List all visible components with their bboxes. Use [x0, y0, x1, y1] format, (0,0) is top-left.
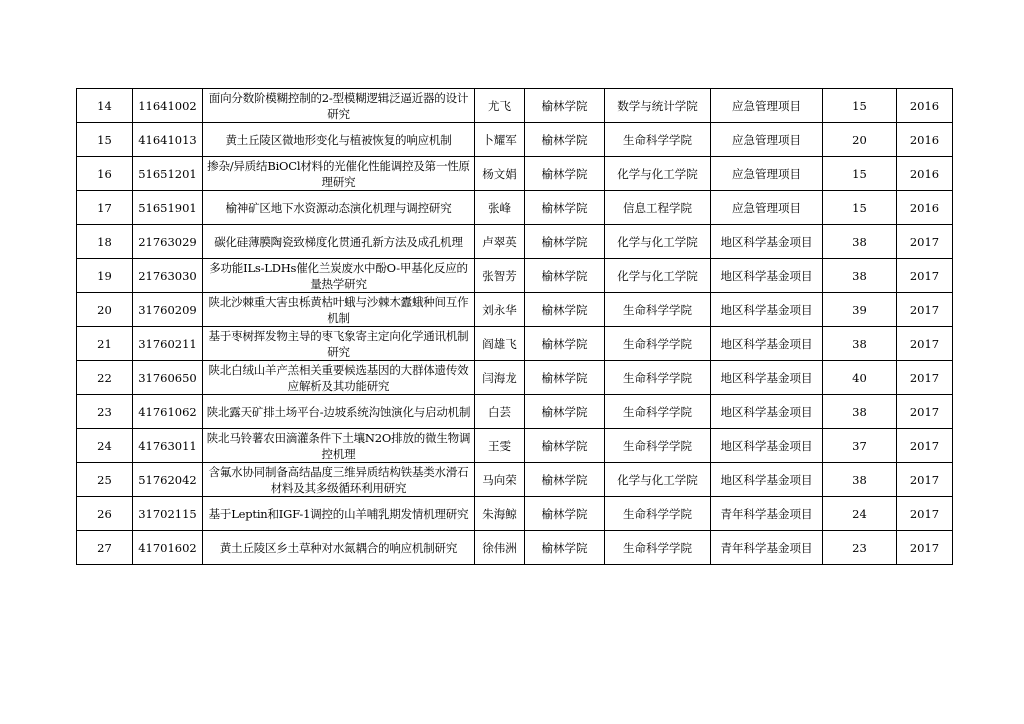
institution: 榆林学院	[525, 123, 605, 157]
project-year: 2017	[897, 327, 953, 361]
institution: 榆林学院	[525, 463, 605, 497]
principal-investigator: 杨文娟	[475, 157, 525, 191]
project-type: 地区科学基金项目	[711, 259, 823, 293]
funding-amount: 38	[823, 463, 897, 497]
project-year: 2017	[897, 361, 953, 395]
row-number: 23	[77, 395, 133, 429]
project-title: 基于枣树挥发物主导的枣飞象寄主定向化学通讯机制研究	[203, 327, 475, 361]
institution: 榆林学院	[525, 429, 605, 463]
projects-table	[76, 88, 953, 565]
institution: 榆林学院	[525, 191, 605, 225]
funding-amount: 38	[823, 395, 897, 429]
row-number: 14	[77, 89, 133, 123]
project-title: 碳化硅薄膜陶瓷致梯度化贯通孔新方法及成孔机理	[203, 225, 475, 259]
college: 生命科学学院	[605, 327, 711, 361]
project-year: 2016	[897, 191, 953, 225]
institution: 榆林学院	[525, 293, 605, 327]
funding-amount: 40	[823, 361, 897, 395]
project-year: 2016	[897, 89, 953, 123]
college: 化学与化工学院	[605, 259, 711, 293]
principal-investigator: 刘永华	[475, 293, 525, 327]
project-type: 应急管理项目	[711, 157, 823, 191]
project-title: 掺杂/异质结BiOCl材料的光催化性能调控及第一性原理研究	[203, 157, 475, 191]
project-year: 2017	[897, 395, 953, 429]
project-code: 41763011	[133, 429, 203, 463]
funding-amount: 38	[823, 327, 897, 361]
project-code: 31760209	[133, 293, 203, 327]
row-number: 27	[77, 531, 133, 565]
project-title: 含氟水协同制备高结晶度三维异质结构铁基类水滑石材料及其多级循环利用研究	[203, 463, 475, 497]
college: 生命科学学院	[605, 497, 711, 531]
institution: 榆林学院	[525, 361, 605, 395]
row-number: 26	[77, 497, 133, 531]
row-number: 22	[77, 361, 133, 395]
row-number: 16	[77, 157, 133, 191]
college: 生命科学学院	[605, 531, 711, 565]
principal-investigator: 王雯	[475, 429, 525, 463]
project-code: 31760650	[133, 361, 203, 395]
principal-investigator: 徐伟洲	[475, 531, 525, 565]
table-row	[77, 157, 953, 191]
row-number: 19	[77, 259, 133, 293]
table-row	[77, 89, 953, 123]
institution: 榆林学院	[525, 157, 605, 191]
project-year: 2017	[897, 429, 953, 463]
funding-amount: 39	[823, 293, 897, 327]
project-title: 榆神矿区地下水资源动态演化机理与调控研究	[203, 191, 475, 225]
funding-amount: 15	[823, 89, 897, 123]
table-row	[77, 429, 953, 463]
project-type: 地区科学基金项目	[711, 429, 823, 463]
college: 生命科学学院	[605, 361, 711, 395]
project-title: 黄土丘陵区微地形变化与植被恢复的响应机制	[203, 123, 475, 157]
row-number: 17	[77, 191, 133, 225]
funding-amount: 23	[823, 531, 897, 565]
project-type: 地区科学基金项目	[711, 463, 823, 497]
principal-investigator: 卢翠英	[475, 225, 525, 259]
college: 生命科学学院	[605, 395, 711, 429]
table-row	[77, 463, 953, 497]
institution: 榆林学院	[525, 259, 605, 293]
project-title: 陕北白绒山羊产羔相关重要候选基因的大群体遗传效应解析及其功能研究	[203, 361, 475, 395]
project-code: 41701602	[133, 531, 203, 565]
college: 化学与化工学院	[605, 157, 711, 191]
project-title: 黄土丘陵区乡土草种对水氮耦合的响应机制研究	[203, 531, 475, 565]
row-number: 25	[77, 463, 133, 497]
college: 化学与化工学院	[605, 463, 711, 497]
college: 数学与统计学院	[605, 89, 711, 123]
principal-investigator: 阎雄飞	[475, 327, 525, 361]
table-row	[77, 191, 953, 225]
table-row	[77, 293, 953, 327]
project-code: 51651901	[133, 191, 203, 225]
principal-investigator: 白芸	[475, 395, 525, 429]
college: 生命科学学院	[605, 123, 711, 157]
project-type: 应急管理项目	[711, 89, 823, 123]
project-code: 31760211	[133, 327, 203, 361]
project-type: 地区科学基金项目	[711, 395, 823, 429]
table-row	[77, 225, 953, 259]
table-row	[77, 259, 953, 293]
institution: 榆林学院	[525, 531, 605, 565]
project-type: 应急管理项目	[711, 191, 823, 225]
project-title: 陕北马铃薯农田滴灌条件下土壤N2O排放的微生物调控机理	[203, 429, 475, 463]
project-code: 51762042	[133, 463, 203, 497]
institution: 榆林学院	[525, 89, 605, 123]
funding-amount: 38	[823, 225, 897, 259]
project-year: 2016	[897, 157, 953, 191]
table-row	[77, 123, 953, 157]
table-row	[77, 531, 953, 565]
funding-amount: 15	[823, 191, 897, 225]
funding-amount: 20	[823, 123, 897, 157]
project-year: 2017	[897, 259, 953, 293]
project-code: 21763030	[133, 259, 203, 293]
row-number: 15	[77, 123, 133, 157]
principal-investigator: 张智芳	[475, 259, 525, 293]
funding-amount: 38	[823, 259, 897, 293]
principal-investigator: 闫海龙	[475, 361, 525, 395]
principal-investigator: 马向荣	[475, 463, 525, 497]
table-row	[77, 497, 953, 531]
project-year: 2017	[897, 497, 953, 531]
funding-amount: 24	[823, 497, 897, 531]
project-code: 31702115	[133, 497, 203, 531]
table-row	[77, 361, 953, 395]
project-code: 41641013	[133, 123, 203, 157]
project-type: 应急管理项目	[711, 123, 823, 157]
project-year: 2017	[897, 463, 953, 497]
project-code: 51651201	[133, 157, 203, 191]
college: 信息工程学院	[605, 191, 711, 225]
project-year: 2017	[897, 531, 953, 565]
college: 化学与化工学院	[605, 225, 711, 259]
project-code: 21763029	[133, 225, 203, 259]
project-code: 41761062	[133, 395, 203, 429]
project-type: 地区科学基金项目	[711, 293, 823, 327]
row-number: 21	[77, 327, 133, 361]
institution: 榆林学院	[525, 395, 605, 429]
project-title: 陕北沙棘重大害虫栎黄枯叶蛾与沙棘木蠹蛾种间互作机制	[203, 293, 475, 327]
project-type: 地区科学基金项目	[711, 361, 823, 395]
college: 生命科学学院	[605, 293, 711, 327]
project-title: 基于Leptin和IGF-1调控的山羊哺乳期发情机理研究	[203, 497, 475, 531]
principal-investigator: 尤飞	[475, 89, 525, 123]
project-year: 2017	[897, 225, 953, 259]
project-title: 面向分数阶模糊控制的2-型模糊逻辑泛逼近器的设计研究	[203, 89, 475, 123]
principal-investigator: 张峰	[475, 191, 525, 225]
project-type: 青年科学基金项目	[711, 531, 823, 565]
funding-amount: 15	[823, 157, 897, 191]
project-type: 青年科学基金项目	[711, 497, 823, 531]
project-type: 地区科学基金项目	[711, 327, 823, 361]
table-row	[77, 395, 953, 429]
funding-amount: 37	[823, 429, 897, 463]
college: 生命科学学院	[605, 429, 711, 463]
project-title: 陕北露天矿排土场平台-边坡系统沟蚀演化与启动机制	[203, 395, 475, 429]
row-number: 20	[77, 293, 133, 327]
principal-investigator: 朱海鲸	[475, 497, 525, 531]
institution: 榆林学院	[525, 497, 605, 531]
project-code: 11641002	[133, 89, 203, 123]
institution: 榆林学院	[525, 327, 605, 361]
project-year: 2016	[897, 123, 953, 157]
table-body	[77, 89, 953, 565]
row-number: 18	[77, 225, 133, 259]
project-title: 多功能ILs-LDHs催化兰炭废水中酚O-甲基化反应的量热学研究	[203, 259, 475, 293]
project-type: 地区科学基金项目	[711, 225, 823, 259]
row-number: 24	[77, 429, 133, 463]
institution: 榆林学院	[525, 225, 605, 259]
project-year: 2017	[897, 293, 953, 327]
principal-investigator: 卜耀军	[475, 123, 525, 157]
table-row	[77, 327, 953, 361]
